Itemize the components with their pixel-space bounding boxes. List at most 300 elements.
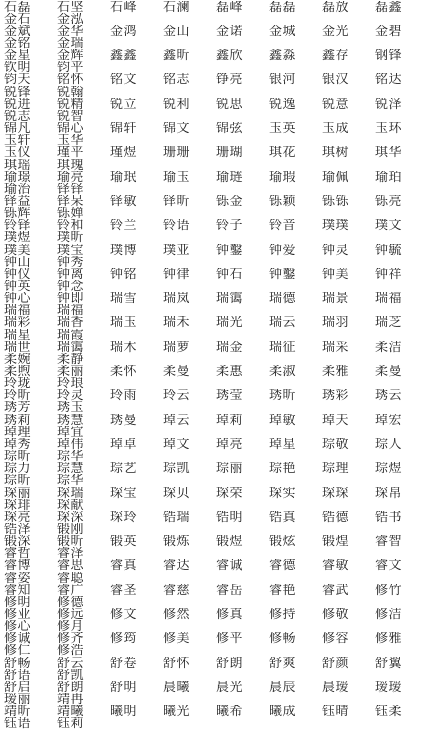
name-cell: 睿思 (57, 559, 85, 573)
name-cell: 瑞雪 (110, 292, 138, 306)
name-row (0, 463, 426, 487)
name-cell: 修平 (216, 632, 244, 646)
name-cell: 锻昕 (57, 535, 85, 549)
name-cell: 玲灵 (57, 389, 85, 403)
name-cell: 铄颖 (269, 194, 297, 208)
name-cell: 瑞景 (322, 292, 350, 306)
name-cell: 锐进 (4, 97, 32, 111)
name-cell: 琇彩 (322, 389, 350, 403)
name-cell: 铭志 (163, 73, 191, 87)
name-row (0, 1, 426, 25)
name-cell: 睿泽 (57, 547, 85, 561)
name-cell: 玲珑 (4, 377, 32, 391)
name-cell: 璞亚 (163, 243, 191, 257)
name-row (0, 487, 426, 511)
name-cell: 睿知 (4, 583, 32, 597)
name-cell: 珊瑚 (216, 146, 244, 160)
name-cell: 琸云 (163, 413, 191, 427)
name-cell: 瑞星 (4, 328, 32, 342)
name-cell: 琛玲 (110, 510, 138, 524)
name-cell: 琛深 (57, 510, 85, 524)
name-row (0, 633, 426, 657)
name-cell: 钰晴 (322, 705, 350, 719)
name-cell: 钟心 (4, 292, 32, 306)
name-cell: 钟祥 (375, 267, 403, 281)
name-cell: 琮凯 (163, 462, 191, 476)
name-cell: 铄铄 (322, 194, 350, 208)
name-cell: 鑫昕 (163, 49, 191, 63)
name-cell: 锐立 (110, 97, 138, 111)
name-cell: 瑞羽 (322, 316, 350, 330)
name-cell: 修业 (4, 608, 32, 621)
name-cell: 修德 (57, 595, 85, 609)
name-cell: 睿广 (57, 583, 85, 597)
name-cell: 琪华 (375, 146, 403, 160)
name-cell: 锆真 (269, 510, 297, 524)
name-cell: 柔雅 (322, 365, 350, 379)
name-cell: 琸敏 (269, 413, 297, 427)
name-cell: 璞美 (4, 243, 32, 257)
name-cell: 睿慈 (163, 583, 191, 597)
name-row (0, 317, 426, 341)
name-cell: 玉轩 (4, 134, 32, 148)
name-cell: 琮人 (375, 437, 403, 451)
name-cell: 玉华 (57, 134, 85, 148)
name-cell: 铎昕 (163, 194, 191, 208)
name-cell: 钟美 (322, 267, 350, 281)
name-cell: 铎益 (4, 194, 32, 208)
name-cell: 铎铎 (57, 182, 85, 196)
name-cell: 金碧 (375, 24, 403, 38)
name-cell: 锐智 (57, 109, 85, 123)
name-row (0, 390, 426, 414)
name-cell: 琛琛 (322, 486, 350, 500)
name-cell: 琪树 (322, 146, 350, 160)
name-cell: 玲雨 (110, 389, 138, 403)
name-cell: 锐意 (322, 97, 350, 111)
name-row (0, 511, 426, 535)
name-cell: 瑞芝 (375, 316, 403, 330)
name-cell: 金铭 (4, 37, 32, 51)
name-cell: 琇玉 (57, 401, 85, 415)
name-row (0, 122, 426, 146)
name-cell: 琮力 (4, 462, 32, 476)
name-cell: 修洁 (375, 608, 403, 621)
name-row (0, 147, 426, 171)
name-cell: 锦弦 (216, 122, 244, 136)
name-cell: 钟石 (216, 267, 244, 281)
name-cell: 铃音 (269, 219, 297, 233)
name-row (0, 25, 426, 49)
name-cell: 磊峰 (216, 0, 244, 14)
name-cell: 舒语 (4, 668, 32, 682)
name-cell: 琛荣 (216, 486, 244, 500)
name-cell: 金城 (269, 24, 297, 38)
name-cell: 金泓 (57, 12, 85, 26)
name-cell: 琸莉 (216, 413, 244, 427)
name-cell: 瑞岚 (163, 292, 191, 306)
name-row (0, 341, 426, 365)
name-cell: 金辉 (57, 49, 85, 63)
name-cell: 瑞霞 (57, 328, 85, 342)
name-cell: 曦成 (269, 705, 297, 719)
name-cell: 瑷瑷 (375, 680, 403, 694)
name-cell: 锆明 (216, 510, 244, 524)
name-cell: 睿岳 (216, 583, 244, 597)
name-cell: 晨瑷 (322, 680, 350, 694)
name-cell: 金石 (4, 12, 32, 26)
name-cell: 琪花 (269, 146, 297, 160)
name-cell: 琮华 (57, 450, 85, 464)
name-cell: 石坚 (57, 0, 85, 14)
name-cell: 玉环 (375, 122, 403, 136)
name-cell: 珊珊 (163, 146, 191, 160)
name-cell: 修文 (110, 608, 138, 621)
name-cell: 琮敬 (322, 437, 350, 451)
name-cell: 琸宜 (57, 425, 85, 439)
name-row (0, 74, 426, 98)
name-cell: 曦希 (216, 705, 244, 719)
name-cell: 锐志 (4, 109, 32, 123)
name-cell: 金鸿 (110, 24, 138, 38)
name-cell: 瑾煜 (110, 146, 138, 160)
name-row (0, 293, 426, 317)
name-cell: 锦凡 (4, 122, 32, 136)
name-cell: 瑞福 (4, 304, 32, 318)
name-cell: 锻英 (110, 535, 138, 549)
name-cell: 锻煜 (216, 535, 244, 549)
name-cell: 瑞禾 (163, 316, 191, 330)
name-cell: 琇慧 (57, 413, 85, 427)
name-cell: 瑞德 (269, 292, 297, 306)
name-cell: 琸理 (4, 425, 32, 439)
name-cell: 琛宝 (110, 486, 138, 500)
name-cell: 锐翰 (57, 85, 85, 99)
name-cell: 琛亮 (4, 510, 32, 524)
name-cell: 磊放 (322, 0, 350, 14)
name-cell: 睿武 (322, 583, 350, 597)
name-cell: 瑜佩 (322, 170, 350, 184)
name-cell: 琛实 (269, 486, 297, 500)
name-cell: 钟离 (57, 267, 85, 281)
name-cell: 锐逸 (269, 97, 297, 111)
name-cell: 琸亮 (216, 437, 244, 451)
name-cell: 铭文 (110, 73, 138, 87)
name-cell: 舒畅 (4, 656, 32, 670)
name-cell: 琸伟 (57, 437, 85, 451)
name-row (0, 365, 426, 389)
name-cell: 鑫欣 (216, 49, 244, 63)
name-cell: 钟英 (4, 279, 32, 293)
name-cell: 瑞世 (4, 340, 32, 354)
name-cell: 舒颜 (322, 656, 350, 670)
name-cell: 铭达 (375, 73, 403, 87)
name-cell: 琇莉 (4, 413, 32, 427)
name-row (0, 560, 426, 584)
name-cell: 锻深 (4, 535, 32, 549)
name-cell: 璞昕 (57, 231, 85, 245)
name-cell: 钧平 (57, 61, 85, 75)
name-cell: 璞文 (375, 219, 403, 233)
name-cell: 金光 (322, 24, 350, 38)
name-cell: 锻刚 (57, 522, 85, 536)
name-cell: 瑜瑕 (269, 170, 297, 184)
name-cell: 金山 (163, 24, 191, 38)
name-cell: 锆瑞 (163, 510, 191, 524)
name-cell: 琪瑶 (4, 158, 32, 172)
name-cell: 铃兰 (110, 219, 138, 233)
name-cell: 琮艺 (110, 462, 138, 476)
name-cell: 修明 (4, 595, 32, 609)
name-cell: 柔婉 (4, 352, 32, 366)
name-cell: 琪瑰 (57, 158, 85, 172)
name-cell: 锆书 (375, 510, 403, 524)
name-cell: 琮昕 (4, 474, 32, 488)
name-cell: 玉仪 (4, 146, 32, 160)
name-cell: 锐精 (57, 97, 85, 111)
name-cell: 瑞香 (57, 316, 85, 330)
name-cell: 柔煦 (4, 365, 32, 379)
name-cell: 石澜 (163, 0, 191, 14)
name-cell: 瑞福 (375, 292, 403, 306)
name-cell: 钟鑿 (269, 267, 297, 281)
name-cell: 睿聪 (57, 571, 85, 585)
name-row (0, 706, 426, 730)
name-cell: 瑜玉 (163, 170, 191, 184)
name-cell: 舒凯 (57, 668, 85, 682)
name-cell: 舒翼 (375, 656, 403, 670)
name-cell: 修真 (216, 608, 244, 621)
name-cell: 铄金 (216, 194, 244, 208)
name-cell: 睿诚 (216, 559, 244, 573)
name-cell: 铃和 (57, 219, 85, 233)
name-cell: 靖曦 (57, 705, 85, 719)
name-cell: 锦心 (57, 122, 85, 136)
name-cell: 睿博 (4, 559, 32, 573)
name-cell: 靖冉 (57, 693, 85, 707)
name-cell: 钟律 (163, 267, 191, 281)
name-cell: 舒爽 (269, 656, 297, 670)
name-cell: 修竹 (375, 583, 403, 597)
name-cell: 瑜琏 (216, 170, 244, 184)
name-cell: 钟山 (4, 255, 32, 269)
name-cell: 钟鑿 (216, 243, 244, 257)
name-cell: 金诺 (216, 24, 244, 38)
name-cell: 瑞彩 (4, 316, 32, 330)
name-row (0, 681, 426, 705)
name-cell: 修齐 (57, 632, 85, 646)
name-cell: 琇云 (375, 389, 403, 403)
name-cell: 晨曦 (163, 680, 191, 694)
name-cell: 石峰 (110, 0, 138, 14)
name-cell: 修心 (4, 620, 32, 634)
name-cell: 锐利 (163, 97, 191, 111)
name-cell: 钰莉 (57, 717, 85, 730)
name-cell: 修然 (163, 608, 191, 621)
name-cell: 琛瑞 (57, 486, 85, 500)
name-cell: 玲昕 (4, 389, 32, 403)
name-cell: 舒朗 (216, 656, 244, 670)
name-row (0, 657, 426, 681)
name-cell: 鑫存 (322, 49, 350, 63)
name-cell: 锻炫 (269, 535, 297, 549)
name-cell: 铄婵 (57, 207, 85, 221)
name-cell: 舒朗 (57, 680, 85, 694)
name-cell: 玉成 (322, 122, 350, 136)
name-cell: 银河 (269, 73, 297, 87)
name-cell: 修容 (322, 632, 350, 646)
name-cell: 锐泽 (375, 97, 403, 111)
name-cell: 锐思 (216, 97, 244, 111)
name-cell: 柔惠 (216, 365, 244, 379)
name-row (0, 584, 426, 608)
name-cell: 铃子 (216, 219, 244, 233)
name-cell: 钦明 (4, 61, 32, 75)
name-cell: 瑜治 (4, 182, 32, 196)
name-cell: 磊磊 (269, 0, 297, 14)
name-cell: 琮丽 (216, 462, 244, 476)
name-cell: 钰语 (4, 717, 32, 730)
name-cell: 玲云 (163, 389, 191, 403)
name-cell: 金斌 (4, 24, 32, 38)
name-cell: 锻煌 (322, 535, 350, 549)
name-cell: 柔丽 (57, 365, 85, 379)
name-cell: 舒明 (110, 680, 138, 694)
name-cell: 舒怀 (163, 656, 191, 670)
name-cell: 钟灵 (322, 243, 350, 257)
name-cell: 睿智 (375, 535, 403, 549)
name-cell: 修筠 (110, 632, 138, 646)
name-cell: 睿德 (269, 559, 297, 573)
name-cell: 钟铭 (110, 267, 138, 281)
name-cell: 鑫淼 (269, 49, 297, 63)
name-cell: 璞宝 (57, 243, 85, 257)
name-cell: 铄辉 (4, 207, 32, 221)
name-cell: 修仁 (4, 644, 32, 658)
name-cell: 琇曼 (110, 413, 138, 427)
name-row (0, 220, 426, 244)
name-cell: 瑞金 (216, 340, 244, 354)
name-cell: 璞博 (110, 243, 138, 257)
name-cell: 琛贝 (163, 486, 191, 500)
name-cell: 晨光 (216, 680, 244, 694)
name-cell: 修持 (269, 608, 297, 621)
name-cell: 铃语 (163, 219, 191, 233)
name-cell: 修雅 (375, 632, 403, 646)
name-cell: 金瑞 (57, 37, 85, 51)
name-cell: 石磊 (4, 0, 32, 14)
name-cell: 瑞萝 (163, 340, 191, 354)
name-cell: 琸星 (269, 437, 297, 451)
name-cell: 琮慧 (57, 462, 85, 476)
name-cell: 琛帛 (375, 486, 403, 500)
name-cell: 钟秀 (57, 255, 85, 269)
name-cell: 琸宏 (375, 413, 403, 427)
name-cell: 锦轩 (110, 122, 138, 136)
name-cell: 瑾平 (57, 146, 85, 160)
name-cell: 锆德 (322, 510, 350, 524)
name-cell: 瑜珀 (375, 170, 403, 184)
name-cell: 琮理 (322, 462, 350, 476)
name-cell: 睿哲 (4, 547, 32, 561)
name-cell: 靖昕 (4, 705, 32, 719)
name-cell: 柔淑 (269, 365, 297, 379)
name-row (0, 195, 426, 219)
name-row (0, 98, 426, 122)
name-cell: 钟念 (57, 279, 85, 293)
name-cell: 睿真 (110, 559, 138, 573)
name-cell: 睿文 (375, 559, 403, 573)
name-cell: 铃铎 (4, 219, 32, 233)
name-cell: 鑫鑫 (110, 49, 138, 63)
name-cell: 睿圣 (110, 583, 138, 597)
name-cell: 修远 (57, 608, 85, 621)
name-cell: 琮艳 (269, 462, 297, 476)
name-cell: 玉英 (269, 122, 297, 136)
name-cell: 琮昕 (4, 450, 32, 464)
name-row (0, 536, 426, 560)
name-cell: 铭怀 (57, 73, 85, 87)
name-cell: 琛琲 (4, 498, 32, 512)
name-cell: 瑞福 (57, 304, 85, 318)
name-cell: 锆泽 (4, 522, 32, 536)
name-cell: 璞璞 (322, 219, 350, 233)
name-row (0, 608, 426, 632)
name-cell: 铄亮 (375, 194, 403, 208)
name-cell: 璞煜 (4, 231, 32, 245)
name-cell: 柔曼 (163, 365, 191, 379)
name-cell: 柔怀 (110, 365, 138, 379)
name-cell: 瑜珉 (110, 170, 138, 184)
name-cell: 铎敏 (110, 194, 138, 208)
name-cell: 修敬 (322, 608, 350, 621)
name-cell: 琸天 (322, 413, 350, 427)
name-cell: 锻炼 (163, 535, 191, 549)
name-cell: 瑞光 (216, 316, 244, 330)
name-cell: 玲琅 (57, 377, 85, 391)
name-cell: 钟即 (57, 292, 85, 306)
name-cell: 修美 (163, 632, 191, 646)
name-cell: 修月 (57, 620, 85, 634)
name-cell: 琛丽 (4, 486, 32, 500)
name-cell: 瑞玉 (110, 316, 138, 330)
name-cell: 锦文 (163, 122, 191, 136)
name-cell: 曦光 (163, 705, 191, 719)
name-cell: 柔洁 (375, 340, 403, 354)
name-cell: 钟仪 (4, 267, 32, 281)
name-cell: 琛献 (57, 498, 85, 512)
name-cell: 柔曼 (375, 365, 403, 379)
name-cell: 银汉 (322, 73, 350, 87)
name-cell: 钧天 (4, 73, 32, 87)
name-cell: 瑞霭 (216, 292, 244, 306)
name-cell: 修畅 (269, 632, 297, 646)
name-row (0, 171, 426, 195)
name-cell: 金华 (57, 24, 85, 38)
name-cell: 琸卓 (110, 437, 138, 451)
name-cell: 瑷丽 (4, 693, 32, 707)
name-cell: 瑞霭 (57, 340, 85, 354)
name-cell: 瑜璟 (4, 170, 32, 184)
name-cell: 琸文 (163, 437, 191, 451)
name-cell: 琇莹 (216, 389, 244, 403)
name-cell: 瑞云 (269, 316, 297, 330)
name-cell: 瑞采 (322, 340, 350, 354)
name-cell: 睿达 (163, 559, 191, 573)
name-cell: 柔静 (57, 352, 85, 366)
name-cell: 琮华 (57, 474, 85, 488)
name-cell: 舒启 (4, 680, 32, 694)
